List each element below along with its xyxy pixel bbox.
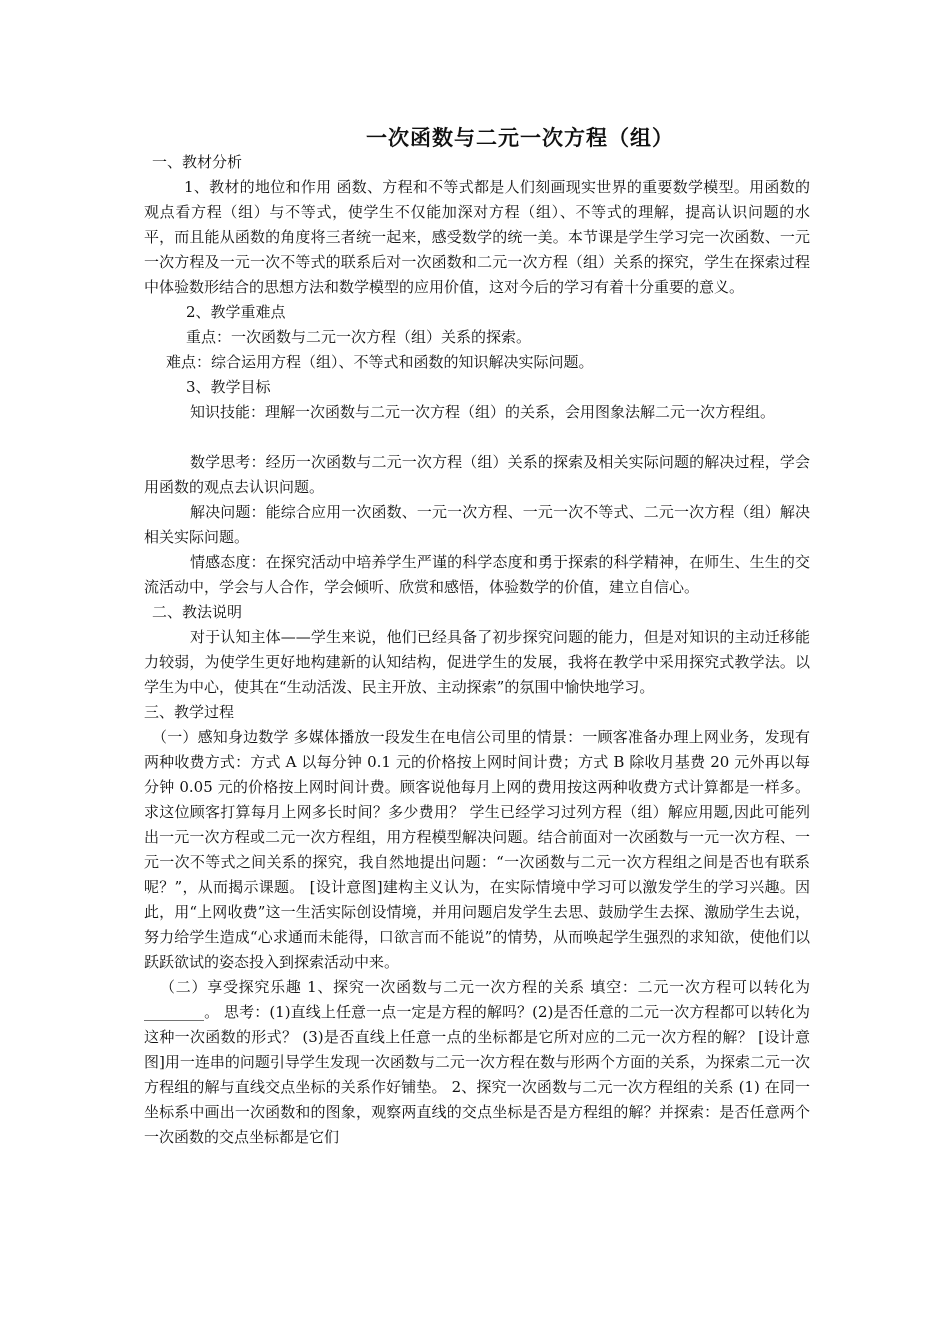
document-title: 一次函数与二元一次方程（组） — [366, 125, 674, 150]
paragraph-process-part-one: （一）感知身边数学 多媒体播放一段发生在电信公司里的情景：一顾客准备办理上网业务，发现有两种收费方式：方式 A 以每分钟 0.1 元的价格按上网时间计费；方式 B 除收月基费 20 元外再以每分钟 0.05 元的价格按上网时间计费。顾客说他每月上网的费用按这两种收费方式计算都是一样多。求这位顾客打算每月上网多长时间？多少费用？ 学生已经学习过列方程（组）解应用题,因此可能列出一元一次方程或二元一次方程组，用方程模型解决问题。结合前面对一次函数与一元一次方程、一元一次不等式之间关系的探究，我自然地提出问题：“一次函数与二元一次方程组之间是否也有联系呢？”，从而揭示课题。 [设计意图]建构主义认为，在实际情境中学习可以激发学生的学习兴趣。因此，用“上网收费”这一生活实际创设情境，并用问题启发学生去思、鼓励学生去探、激励学生去说，努力给学生造成“心求通而未能得，口欲言而不能说”的情势，从而唤起学生强烈的求知欲，使他们以跃跃欲试的姿态投入到探索活动中来。 — [144, 728, 810, 971]
paragraph-difficulty: 难点：综合运用方程（组）、不等式和函数的知识解决实际问题。 — [166, 353, 594, 371]
section-heading-textbook-analysis: 一、教材分析 — [152, 153, 243, 171]
paragraph-math-thinking: 数学思考：经历一次函数与二元一次方程（组）关系的探索及相关实际问题的解决过程，学会用函数的观点去认识问题。 — [144, 453, 810, 496]
paragraph-emotional-attitude: 情感态度：在探究活动中培养学生严谨的科学态度和勇于探索的科学精神，在师生、生生的交流活动中，学会与人合作，学会倾听、欣赏和感悟，体验数学的价值，建立自信心。 — [144, 553, 810, 596]
paragraph-problem-solving: 解决问题：能综合应用一次函数、一元一次方程、一元一次不等式、二元一次方程（组）解决相关实际问题。 — [144, 503, 810, 546]
paragraph-process-part-two: （二）享受探究乐趣 1、探究一次函数与二元一次方程的关系 填空：二元一次方程可以转化为 ________。 思考：(1)直线上任意一点一定是方程的解吗？(2)是否任意的二元一次方程都可以转化为这种一次函数的形式？ (3)是否直线上任意一点的坐标都是它所对应的二元一次方程的解？ [设计意图]用一连串的问题引导学生发现一次函数与二元一次方程在数与形两个方面的关系，为探索二元一次方程组的解与直线交点坐标的关系作好铺垫。 2、探究一次函数与二元一次方程组的关系 (1) 在同一坐标系中画出一次函数和的图象，观察两直线的交点坐标是否是方程组的解？并探索：是否任意两个一次函数的交点坐标都是它们 — [144, 978, 810, 1146]
paragraph-teaching-method: 对于认知主体——学生来说，他们已经具备了初步探究问题的能力，但是对知识的主动迁移能力较弱，为使学生更好地构建新的认知结构，促进学生的发展，我将在教学中采用探究式教学法。以学生为中心，使其在“生动活泼、民主开放、主动探索”的氛围中愉快地学习。 — [144, 628, 810, 696]
paragraph-textbook-role: 1、教材的地位和作用 函数、方程和不等式都是人们刻画现实世界的重要数学模型。用函数的观点看方程（组）与不等式，使学生不仅能加深对方程（组）、不等式的理解，提高认识问题的水平，而且能从函数的角度将三者统一起来，感受数学的统一美。本节课是学生学习完一次函数、一元一次方程及一元一次不等式的联系后对一次函数和二元一次方程（组）关系的探究，学生在探索过程中体验数形结合的思想方法和数学模型的应用价值，这对今后的学习有着十分重要的意义。 — [144, 178, 810, 296]
paragraph-spacer — [144, 425, 810, 450]
subheading-teaching-goals: 3、教学目标 — [186, 378, 271, 396]
subheading-key-points: 2、教学重难点 — [186, 303, 286, 321]
paragraph-key-point: 重点：一次函数与二元一次方程（组）关系的探索。 — [186, 328, 532, 346]
paragraph-knowledge-skills: 知识技能：理解一次函数与二元一次方程（组）的关系，会用图象法解二元一次方程组。 — [190, 403, 776, 421]
document-body — [144, 150, 810, 1150]
section-heading-teaching-process: 三、教学过程 — [144, 703, 235, 721]
section-heading-teaching-method: 二、教法说明 — [152, 603, 243, 621]
